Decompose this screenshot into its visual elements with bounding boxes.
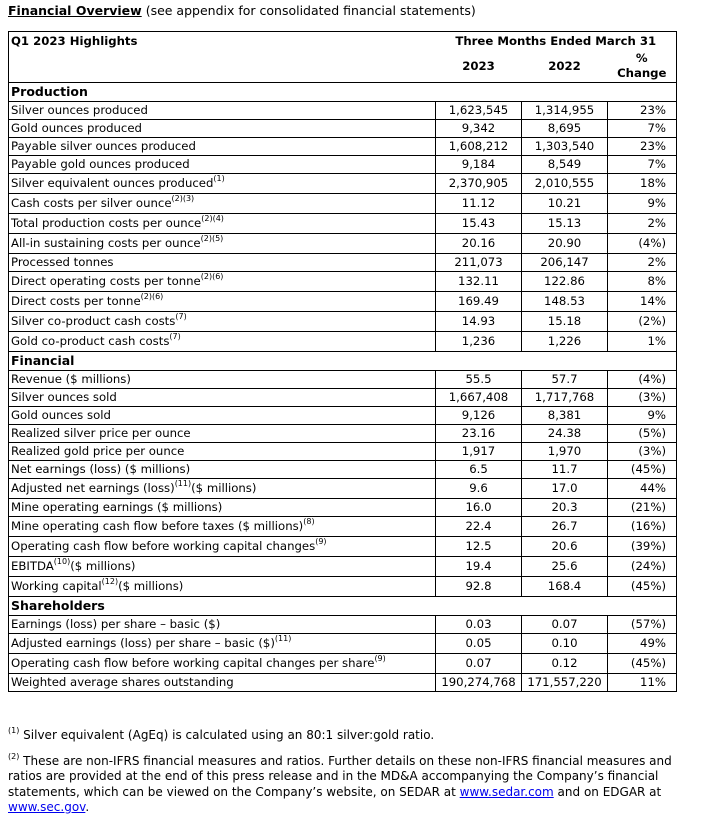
row-label-cell <box>9 654 436 674</box>
value-2022: 8,695 <box>522 120 608 138</box>
row-label-suffix: ($ millions) <box>118 579 184 593</box>
table-row <box>9 254 677 272</box>
row-label-cell <box>9 371 436 389</box>
value-2023: 9,342 <box>436 120 522 138</box>
row-label: Adjusted net earnings (loss) <box>11 481 175 495</box>
sec-link[interactable]: www.sec.gov <box>8 800 86 814</box>
row-label: Mine operating cash flow before taxes ($ millions) <box>11 519 304 533</box>
value-change: (45%) <box>608 461 677 479</box>
row-label: Realized silver price per ounce <box>11 426 191 440</box>
footnote-2-end: . <box>85 800 90 814</box>
table-row <box>9 479 677 499</box>
footnote-2-text: These are non-IFRS financial measures and ratios. Further details on these non-IFRS financial measures and ratios are provided at the end of this press release and in the MD&A accompanying the Company’s financial statements, which can be viewed on the Company’s website, on SEDAR at <box>8 753 672 799</box>
row-label: Earnings (loss) per share – basic ($) <box>11 617 221 631</box>
value-change: 9% <box>608 194 677 214</box>
table-subheader-row <box>9 50 677 83</box>
section-header-row <box>9 597 677 616</box>
value-2023: 16.0 <box>436 499 522 517</box>
footnote-reference: (9) <box>315 537 327 546</box>
table-row <box>9 214 677 234</box>
row-label-cell <box>9 214 436 234</box>
value-change: (4%) <box>608 234 677 254</box>
value-2022: 1,314,955 <box>522 102 608 120</box>
footnote-reference: (1) <box>213 174 225 183</box>
table-row <box>9 194 677 214</box>
value-2023: 22.4 <box>436 517 522 537</box>
value-2022: 24.38 <box>522 425 608 443</box>
value-2023: 211,073 <box>436 254 522 272</box>
value-change: 7% <box>608 120 677 138</box>
value-change: (45%) <box>608 577 677 597</box>
table-row <box>9 517 677 537</box>
footnote-reference: (2)(4) <box>201 214 224 223</box>
row-label-cell <box>9 557 436 577</box>
value-change: 44% <box>608 479 677 499</box>
footnote-2-mid: and on EDGAR at <box>557 784 662 799</box>
value-2023: 0.07 <box>436 654 522 674</box>
table-row <box>9 156 677 174</box>
value-2023: 1,667,408 <box>436 389 522 407</box>
footnote-reference: (11) <box>174 479 192 488</box>
row-label-cell <box>9 312 436 332</box>
page-title: Financial Overview <box>8 3 142 18</box>
table-row <box>9 499 677 517</box>
row-label-cell <box>9 634 436 654</box>
value-2023: 19.4 <box>436 557 522 577</box>
table-row <box>9 332 677 352</box>
row-label-cell <box>9 292 436 312</box>
column-header-2023: 2023 <box>436 50 522 83</box>
row-label: Working capital <box>11 579 102 593</box>
value-2022: 11.7 <box>522 461 608 479</box>
row-label: Net earnings (loss) ($ millions) <box>11 462 191 476</box>
table-row <box>9 138 677 156</box>
footnote-reference: (2)(5) <box>200 234 224 243</box>
row-label-suffix: ($ millions) <box>191 481 257 495</box>
value-2022: 26.7 <box>522 517 608 537</box>
row-label-cell <box>9 517 436 537</box>
table-row <box>9 312 677 332</box>
footnote-2 <box>8 751 698 816</box>
table-row <box>9 371 677 389</box>
value-change: (3%) <box>608 389 677 407</box>
value-2022: 8,549 <box>522 156 608 174</box>
value-2023: 92.8 <box>436 577 522 597</box>
row-label-cell <box>9 194 436 214</box>
footnote-1-text: Silver equivalent (AgEq) is calculated using an 80:1 silver:gold ratio. <box>23 728 435 742</box>
row-label: Realized gold price per ounce <box>11 444 185 458</box>
table-row <box>9 461 677 479</box>
value-2022: 20.90 <box>522 234 608 254</box>
row-label: Direct costs per tonne <box>11 294 141 308</box>
row-label: Total production costs per ounce <box>11 216 202 230</box>
value-2022: 20.6 <box>522 537 608 557</box>
value-2022: 122.86 <box>522 272 608 292</box>
value-2023: 20.16 <box>436 234 522 254</box>
footnote-reference: (2)(6) <box>140 292 164 301</box>
value-change: 1% <box>608 332 677 352</box>
value-change: 8% <box>608 272 677 292</box>
section-title: Production <box>9 83 677 102</box>
value-2023: 1,236 <box>436 332 522 352</box>
value-change: (45%) <box>608 654 677 674</box>
value-2022: 2,010,555 <box>522 174 608 194</box>
row-label-cell <box>9 577 436 597</box>
table-row <box>9 674 677 692</box>
value-2022: 10.21 <box>522 194 608 214</box>
footnote-reference: (2)(3) <box>171 194 195 203</box>
header-spacer <box>9 50 436 83</box>
row-label: Silver co-product cash costs <box>11 314 176 328</box>
table-row <box>9 234 677 254</box>
row-label: Payable gold ounces produced <box>11 157 190 171</box>
row-label: Cash costs per silver ounce <box>11 196 172 210</box>
value-change: (24%) <box>608 557 677 577</box>
value-2022: 15.13 <box>522 214 608 234</box>
value-change: 18% <box>608 174 677 194</box>
row-label-cell <box>9 499 436 517</box>
row-label: Payable silver ounces produced <box>11 139 196 153</box>
value-2023: 2,370,905 <box>436 174 522 194</box>
section-header-row <box>9 352 677 371</box>
value-change: 23% <box>608 138 677 156</box>
value-2022: 25.6 <box>522 557 608 577</box>
row-label: Revenue ($ millions) <box>11 372 131 386</box>
row-label: Gold ounces sold <box>11 408 111 422</box>
value-2022: 0.07 <box>522 616 608 634</box>
footnote-reference: (7) <box>169 332 181 341</box>
row-label-cell <box>9 479 436 499</box>
row-label-cell <box>9 332 436 352</box>
financial-highlights-table <box>8 31 677 692</box>
column-header-2022: 2022 <box>522 50 608 83</box>
row-label: Direct operating costs per tonne <box>11 274 201 288</box>
value-2023: 11.12 <box>436 194 522 214</box>
value-2023: 169.49 <box>436 292 522 312</box>
row-label: Gold ounces produced <box>11 121 142 135</box>
value-2023: 6.5 <box>436 461 522 479</box>
row-label: Processed tonnes <box>11 255 114 269</box>
value-2022: 206,147 <box>522 254 608 272</box>
row-label: Silver equivalent ounces produced <box>11 176 214 190</box>
value-change: (16%) <box>608 517 677 537</box>
row-label-cell <box>9 674 436 692</box>
value-2023: 9.6 <box>436 479 522 499</box>
row-label-cell <box>9 138 436 156</box>
row-label: EBITDA <box>11 559 54 573</box>
table-row <box>9 537 677 557</box>
value-change: 11% <box>608 674 677 692</box>
table-header-row <box>9 32 677 51</box>
value-change: (3%) <box>608 443 677 461</box>
value-2023: 1,608,212 <box>436 138 522 156</box>
row-label-cell <box>9 156 436 174</box>
footnote-1-marker: (1) <box>8 726 20 735</box>
footnote-reference: (2)(6) <box>200 272 224 281</box>
value-2022: 17.0 <box>522 479 608 499</box>
table-row <box>9 634 677 654</box>
footnote-reference: (11) <box>274 634 292 643</box>
row-label-cell <box>9 407 436 425</box>
section-title: Financial <box>9 352 677 371</box>
table-row <box>9 443 677 461</box>
value-change: 23% <box>608 102 677 120</box>
row-label-cell <box>9 102 436 120</box>
table-row <box>9 654 677 674</box>
table-row <box>9 389 677 407</box>
value-2022: 1,303,540 <box>522 138 608 156</box>
footnote-reference: (12) <box>101 577 119 586</box>
row-label-cell <box>9 537 436 557</box>
row-label: Operating cash flow before working capital changes per share <box>11 656 375 670</box>
row-label: Adjusted earnings (loss) per share – basic ($) <box>11 636 275 650</box>
row-label-suffix: ($ millions) <box>70 559 136 573</box>
value-2022: 15.18 <box>522 312 608 332</box>
table-row <box>9 557 677 577</box>
page-heading <box>8 3 476 18</box>
value-2023: 23.16 <box>436 425 522 443</box>
column-header-change <box>608 50 677 83</box>
row-label: All-in sustaining costs per ounce <box>11 236 201 250</box>
row-label-cell <box>9 461 436 479</box>
value-2023: 12.5 <box>436 537 522 557</box>
row-label: Mine operating earnings ($ millions) <box>11 500 223 514</box>
value-change: (2%) <box>608 312 677 332</box>
footnotes <box>8 728 698 826</box>
table-row <box>9 425 677 443</box>
footnote-1 <box>8 728 698 744</box>
row-label: Gold co-product cash costs <box>11 334 170 348</box>
value-change: 49% <box>608 634 677 654</box>
footnote-reference: (7) <box>175 312 187 321</box>
row-label: Weighted average shares outstanding <box>11 675 234 689</box>
value-2023: 1,917 <box>436 443 522 461</box>
table-row <box>9 616 677 634</box>
row-label-cell <box>9 425 436 443</box>
footnote-reference: (10) <box>53 557 71 566</box>
row-label: Silver ounces produced <box>11 103 148 117</box>
value-2022: 1,970 <box>522 443 608 461</box>
value-2023: 132.11 <box>436 272 522 292</box>
value-2023: 0.03 <box>436 616 522 634</box>
value-2022: 148.53 <box>522 292 608 312</box>
section-title: Shareholders <box>9 597 677 616</box>
table-row <box>9 577 677 597</box>
value-2023: 15.43 <box>436 214 522 234</box>
value-change: (21%) <box>608 499 677 517</box>
value-2023: 9,184 <box>436 156 522 174</box>
row-label: Silver ounces sold <box>11 390 117 404</box>
row-label-cell <box>9 234 436 254</box>
table-row <box>9 174 677 194</box>
value-change: 7% <box>608 156 677 174</box>
value-2022: 0.12 <box>522 654 608 674</box>
period-label: Three Months Ended March 31 <box>436 32 677 51</box>
value-change: (5%) <box>608 425 677 443</box>
row-label: Operating cash flow before working capital changes <box>11 539 316 553</box>
row-label-cell <box>9 443 436 461</box>
footnote-reference: (9) <box>374 654 386 663</box>
value-change: 9% <box>608 407 677 425</box>
table-row <box>9 102 677 120</box>
highlights-label: Q1 2023 Highlights <box>9 32 436 51</box>
row-label-cell <box>9 174 436 194</box>
row-label-cell <box>9 120 436 138</box>
value-2023: 9,126 <box>436 407 522 425</box>
value-2022: 168.4 <box>522 577 608 597</box>
value-2023: 190,274,768 <box>436 674 522 692</box>
value-2022: 8,381 <box>522 407 608 425</box>
table-row <box>9 272 677 292</box>
value-change: 2% <box>608 254 677 272</box>
page-subtitle: (see appendix for consolidated financial statements) <box>145 3 476 18</box>
value-change: 2% <box>608 214 677 234</box>
value-2022: 0.10 <box>522 634 608 654</box>
value-2023: 14.93 <box>436 312 522 332</box>
value-2023: 55.5 <box>436 371 522 389</box>
table-row <box>9 120 677 138</box>
footnote-2-marker: (2) <box>8 751 20 761</box>
row-label-cell <box>9 389 436 407</box>
row-label-cell <box>9 616 436 634</box>
column-header-change-line2: Change <box>617 66 667 80</box>
column-header-change-line1: % <box>635 51 648 65</box>
value-2022: 57.7 <box>522 371 608 389</box>
section-header-row <box>9 83 677 102</box>
table-row <box>9 292 677 312</box>
table-row <box>9 407 677 425</box>
value-2022: 20.3 <box>522 499 608 517</box>
value-2022: 1,717,768 <box>522 389 608 407</box>
row-label-cell <box>9 254 436 272</box>
value-2023: 1,623,545 <box>436 102 522 120</box>
value-change: 14% <box>608 292 677 312</box>
value-change: (57%) <box>608 616 677 634</box>
value-2022: 171,557,220 <box>522 674 608 692</box>
value-2022: 1,226 <box>522 332 608 352</box>
sedar-link[interactable]: www.sedar.com <box>459 784 554 799</box>
footnote-reference: (8) <box>303 517 315 526</box>
value-change: (4%) <box>608 371 677 389</box>
row-label-cell <box>9 272 436 292</box>
value-2023: 0.05 <box>436 634 522 654</box>
value-change: (39%) <box>608 537 677 557</box>
